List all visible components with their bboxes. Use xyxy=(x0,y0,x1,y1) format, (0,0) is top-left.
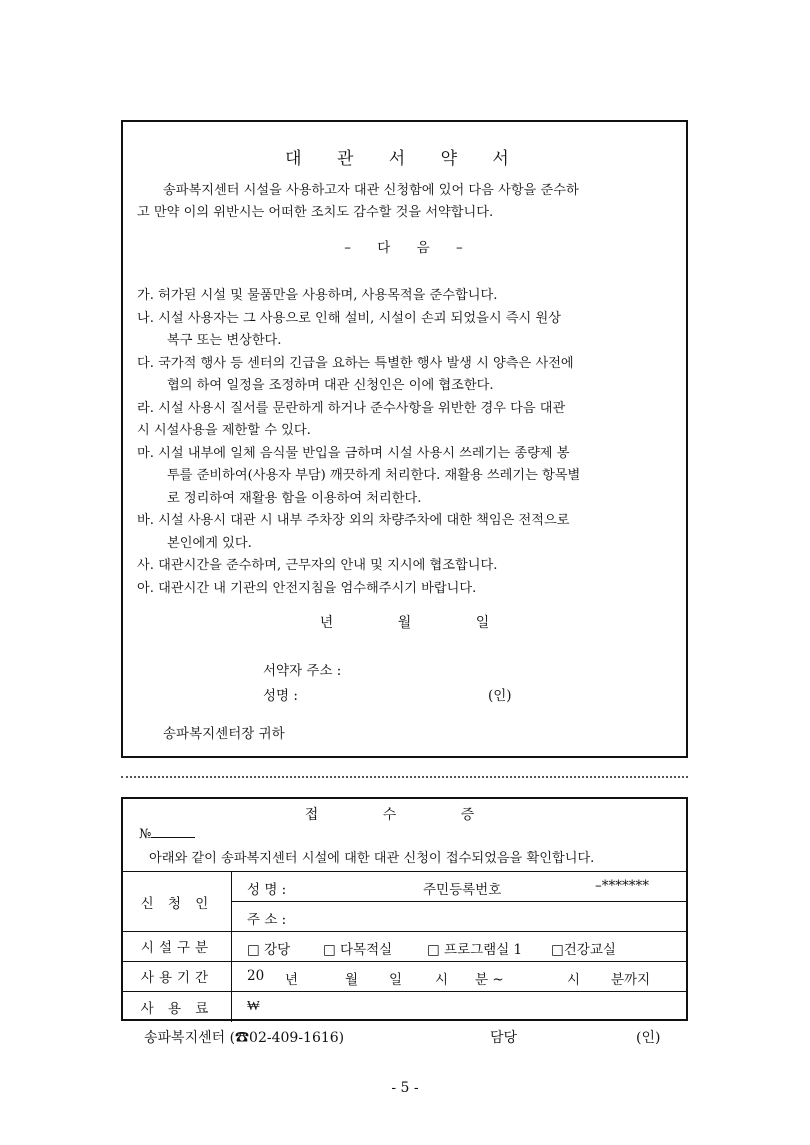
pledge-intro xyxy=(137,180,672,224)
page-number: - 5 - xyxy=(391,1080,419,1096)
facility-row xyxy=(123,931,686,962)
applicant-subrow-divider xyxy=(231,901,686,902)
resident-number-mask: –******* xyxy=(595,878,649,894)
footer-seal: (인) xyxy=(636,1030,661,1046)
receipt-form xyxy=(121,797,688,1021)
pledge-item: 라. 시설 사용시 질서를 문란하게 하거나 준수사항을 위반한 경우 다음 대관 시 시설사용을 제한할 수 있다. xyxy=(137,400,566,438)
period-minute-range: 분 ~ xyxy=(475,972,504,988)
receipt-number-label: № xyxy=(139,827,152,842)
period-year: 년 xyxy=(285,972,299,988)
fee-row xyxy=(123,991,686,1022)
pledge-item: 마. 시설 내부에 일체 음식물 반입을 금하며 시설 사용시 쓰레기는 종량제 봉 투를 준비하여(사용자 부담) 깨끗하게 처리한다. 재활용 쓰레기는 항목별 로 정리하여 재활용 함을 이용하여 처리한다. xyxy=(137,445,581,506)
pledge-recipient: 송파복지센터장 귀하 xyxy=(163,726,285,742)
receipt-number xyxy=(139,825,195,842)
fee-label: 사 용 료 xyxy=(123,991,232,1022)
pledger-seal: (인) xyxy=(488,688,512,704)
pledger-name-label: 성명 : xyxy=(263,688,298,704)
footer-organization: 송파복지센터 (☎02-409-1616) xyxy=(144,1030,345,1046)
facility-option-auditorium: □ 강당 xyxy=(247,942,291,958)
cut-line-divider xyxy=(121,776,688,778)
receipt-number-blank xyxy=(151,825,195,838)
period-hour: 시 xyxy=(435,972,449,988)
period-end-minute: 분까지 xyxy=(611,972,651,988)
fee-currency-symbol: ₩ xyxy=(247,998,260,1014)
intro-line-2: 고 만약 이의 위반시는 어떠한 조치도 감수할 것을 서약합니다. xyxy=(137,205,494,220)
intro-line-1: 송파복지센터 시설을 사용하고자 대관 신청함에 있어 다음 사항을 준수하 xyxy=(163,183,579,198)
pledge-item: 사. 대관시간을 준수하며, 근무자의 안내 및 지시에 협조합니다. xyxy=(137,558,498,573)
pledge-item: 바. 시설 사용시 대관 시 내부 주차장 외의 차량주차에 대한 책임은 전적으로 본인에게 있다. xyxy=(137,513,570,551)
period-month: 월 xyxy=(345,972,359,988)
period-day: 일 xyxy=(389,972,403,988)
period-label: 사용기간 xyxy=(123,961,232,991)
period-end-hour: 시 xyxy=(567,972,581,988)
applicant-label: 신 청 인 xyxy=(123,872,232,931)
pledge-item: 다. 국가적 행사 등 센터의 긴급을 요하는 특별한 행사 발생 시 양측은 사전에 협의 하여 일정을 조정하며 대관 신청인은 이에 협조한다. xyxy=(137,355,574,393)
pledger-address-label: 서약자 주소 : xyxy=(263,663,342,679)
facility-option-health-room: □건강교실 xyxy=(551,942,616,958)
applicant-name-field: 성 명 : xyxy=(247,882,287,898)
pledge-item: 아. 대관시간 내 기관의 안전지침을 엄수해주시기 바랍니다. xyxy=(137,580,477,596)
facility-option-multipurpose: □ 다목적실 xyxy=(323,942,393,958)
pledge-form xyxy=(121,120,688,758)
resident-number-label: 주민등록번호 xyxy=(423,882,502,898)
facility-option-program-room: □ 프로그램실 1 xyxy=(427,942,523,958)
facility-label: 시설구분 xyxy=(123,931,232,961)
receipt-table xyxy=(123,871,686,1017)
applicant-address-field: 주 소 : xyxy=(247,912,287,928)
receipt-confirm-text: 아래와 같이 송파복지센터 시설에 대한 대관 신청이 접수되었음을 확인합니다. xyxy=(149,851,595,866)
pledge-date-line: 년 월 일 xyxy=(319,615,490,631)
pledge-items xyxy=(137,285,672,600)
pledge-subhead: – 다 음 – xyxy=(344,240,465,256)
pledge-item: 가. 허가된 시설 및 물품만을 사용하며, 사용목적을 준수합니다. xyxy=(137,288,498,303)
footer-staff-label: 담당 xyxy=(490,1030,518,1046)
period-row xyxy=(123,961,686,992)
receipt-title: 접 수 증 xyxy=(304,807,505,823)
pledge-title: 대 관 서 약 서 xyxy=(285,149,524,169)
period-year-prefix: 20 xyxy=(247,968,265,984)
applicant-row xyxy=(123,872,686,932)
pledge-item: 나. 시설 사용자는 그 사용으로 인해 설비, 시설이 손괴 되었을시 즉시 원상 복구 또는 변상한다. xyxy=(137,310,561,348)
